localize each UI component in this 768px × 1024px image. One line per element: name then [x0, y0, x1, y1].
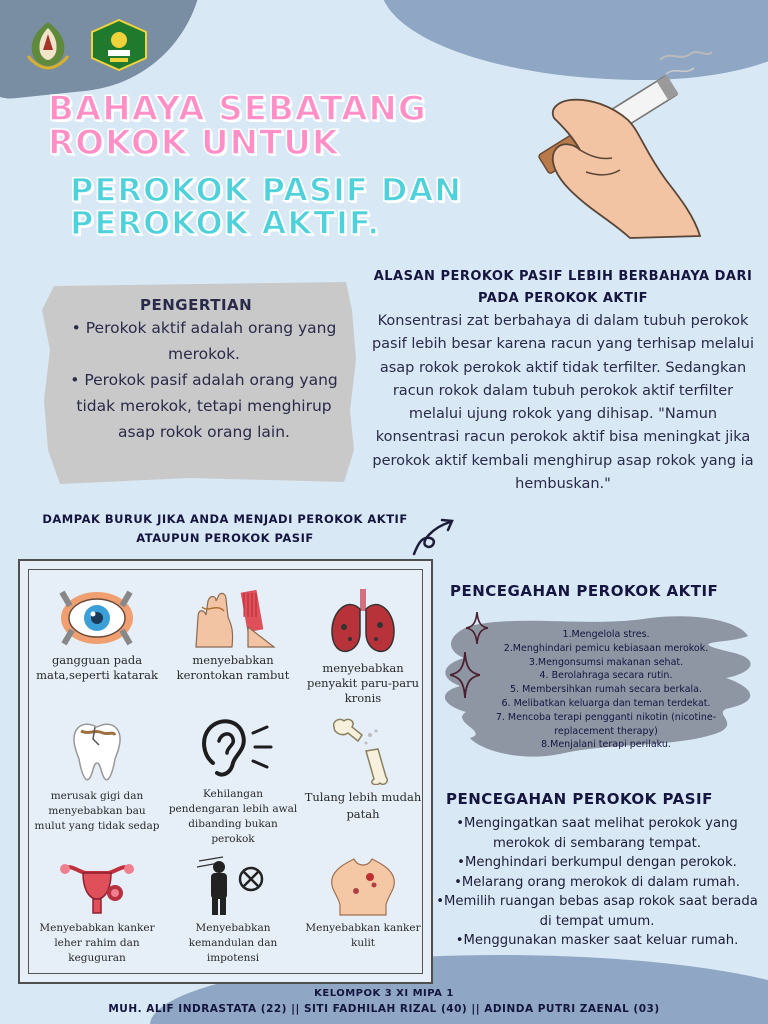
dampak-label: Tulang lebih mudah patah [304, 790, 422, 821]
infertility-icon [193, 855, 273, 917]
list-item: 3.Mengonsumsi makanan sehat. [528, 656, 684, 668]
hair-loss-icon [188, 587, 278, 649]
title-line-2: PEROKOK PASIF DAN PEROKOK AKTIF. [70, 171, 462, 242]
dampak-heading: DAMPAK BURUK JIKA ANDA MENJADI PEROKOK AKTIF ATAUPUN PEROKOK PASIF [42, 512, 408, 545]
dampak-grid [18, 559, 433, 984]
list-item: 6. Melibatkan keluarga dan teman terdekat. [501, 697, 711, 709]
dampak-item-hair [168, 587, 298, 683]
footer-group: KELOMPOK 3 XI MIPA 1 [314, 988, 454, 999]
dampak-label: menyebabkan penyakit paru-paru kronis [307, 661, 419, 705]
list-item: •Menghindari berkumpul dengan perokok. [457, 855, 737, 870]
dampak-label: menyebabkan kerontokan rambut [176, 653, 290, 682]
pencegahan-aktif-heading: PENCEGAHAN PEROKOK AKTIF [450, 582, 719, 600]
ear-icon [193, 715, 273, 783]
dampak-label: Menyebabkan kanker leher rahim dan keguguran [39, 922, 155, 964]
uterus-icon [57, 859, 137, 917]
pengertian-item: • Perokok pasif adalah orang yang tidak merokok, tetapi menghirup asap rokok orang lain. [70, 371, 338, 441]
hand-cigarette-icon [520, 40, 720, 240]
pengertian-list [58, 315, 350, 445]
kemenag-logo [88, 18, 150, 72]
pengertian-item: • Perokok aktif adalah orang yang merokok. [71, 319, 337, 363]
list-item: 7. Mencoba terapi pengganti nikotin (nicotine-replacement therapy) [495, 711, 717, 737]
dampak-item-infertility [168, 855, 298, 966]
list-item: 8.Menjalani terapi perilaku. [541, 739, 671, 751]
dampak-item-tooth [32, 719, 162, 834]
pengertian-heading: PENGERTIAN [140, 296, 253, 314]
dampak-item-uterus [32, 859, 162, 966]
dampak-item-bone [298, 715, 428, 823]
dampak-item-ear [168, 715, 298, 847]
broken-bone-icon [328, 715, 398, 785]
list-item: •Melarang orang merokok di dalam rumah. [454, 874, 740, 890]
list-item: 2.Menghindari pemicu kebiasaan merokok. [503, 642, 709, 654]
list-item: •Menggunakan masker saat keluar rumah. [455, 933, 739, 948]
curved-arrow-icon [408, 514, 460, 560]
dampak-label: Kehilangan pendengaran lebih awal dibanding bukan perokok [168, 788, 298, 845]
pencegahan-pasif-list [434, 814, 760, 951]
dampak-label: gangguan pada mata,seperti katarak [36, 653, 158, 682]
pencegahan-pasif-heading: PENCEGAHAN PEROKOK PASIF [446, 790, 713, 808]
title-line-1: BAHAYA SEBATANG ROKOK UNTUK [48, 89, 427, 163]
school-crest-logo [20, 16, 76, 72]
pencegahan-aktif-list [476, 628, 736, 752]
dampak-label: Menyebabkan kemandulan dan impotensi [188, 922, 278, 964]
list-item: •Memilih ruangan bebas asap rokok saat berada di tempat umum. [436, 894, 758, 929]
dampak-item-lungs [298, 587, 428, 706]
eye-icon [57, 587, 137, 649]
list-item: •Mengingatkan saat melihat perokok yang merokok di sembarang tempat. [456, 816, 738, 851]
dampak-label: Menyebabkan kanker kulit [305, 922, 421, 949]
footer-members: MUH. ALIF INDRASTATA (22) || SITI FADHILAH RIZAL (40) || ADINDA PUTRI ZAENAL (03) [108, 1003, 660, 1015]
list-item: 5. Membersihkan rumah secara berkala. [509, 684, 702, 696]
broken-tooth-icon [69, 719, 125, 785]
dampak-label: merusak gigi dan menyebabkan bau mulut yang tidak sedap [34, 790, 160, 832]
skin-cancer-icon [328, 855, 398, 917]
alasan-heading: ALASAN PEROKOK PASIF LEBIH BERBAHAYA DARI PADA PEROKOK AKTIF [373, 269, 753, 306]
alasan-paragraph: Konsentrasi zat berbahaya di dalam tubuh perokok pasif lebih besar karena racun yang terhisap melalui asap rokok perokok aktif tidak terfilter. Sedangkan racun rokok dalam tubuh perokok aktif terfilter melalui ujung rokok yang dihisap. "Namun konsentrasi racun perokok aktif bisa meningkat jika perokok aktif kembali menghirup asap rokok yang ia hembuskan." [371, 313, 755, 493]
dampak-item-skin [298, 855, 428, 951]
list-item: 4. Berolahraga secara rutin. [539, 670, 673, 682]
dampak-item-eye [32, 587, 162, 683]
lungs-icon [328, 587, 398, 657]
list-item: 1.Mengelola stres. [562, 629, 650, 640]
